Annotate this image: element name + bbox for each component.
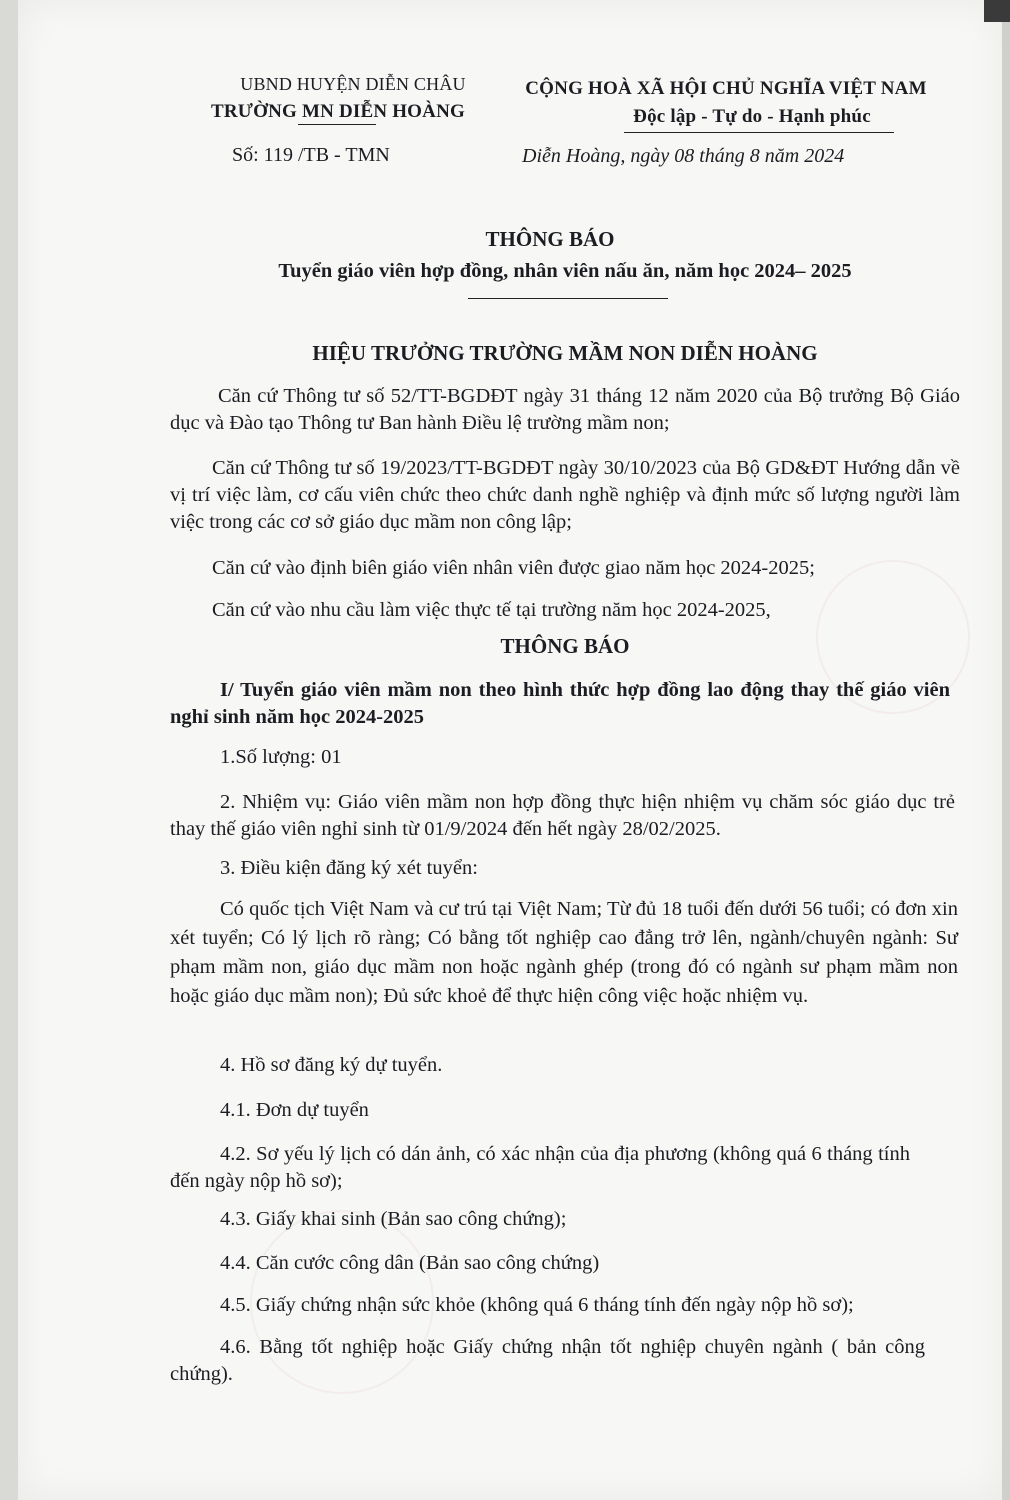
dossier-heading: 4. Hồ sơ đăng ký dự tuyển.: [220, 1054, 443, 1076]
scan-corner: [984, 0, 1010, 22]
basis-staffing-quota: Căn cứ vào định biên giáo viên nhân viên được giao năm học 2024-2025;: [212, 557, 815, 579]
national-motto: Độc lập - Tự do - Hạnh phúc: [633, 106, 871, 127]
section-1-heading: I/ Tuyển giáo viên mầm non theo hình thức hợp đồng lao động thay thế giáo viên nghỉ sinh năm học 2024-2025: [170, 679, 950, 728]
authority-name: UBND HUYỆN DIỄN CHÂU: [240, 74, 466, 94]
conditions-heading: 3. Điều kiện đăng ký xét tuyển:: [220, 857, 478, 879]
dossier-item: 4.2. Sơ yếu lý lịch có dán ảnh, có xác nhận của địa phương (không quá 6 tháng tính đến ngày nộp hồ sơ);: [170, 1143, 910, 1192]
country-name: CỘNG HOÀ XÃ HỘI CHỦ NGHĨA VIỆT NAM: [525, 78, 927, 99]
dossier-item: 4.5. Giấy chứng nhận sức khỏe (không quá 6 tháng tính đến ngày nộp hồ sơ);: [220, 1294, 854, 1316]
school-underline: [298, 124, 376, 125]
dossier-item: 4.3. Giấy khai sinh (Bản sao công chứng);: [220, 1208, 567, 1230]
section-1-quantity: 1.Số lượng: 01: [220, 746, 342, 768]
dossier-item: 4.4. Căn cước công dân (Bản sao công chứng): [220, 1252, 600, 1274]
place-date: Diễn Hoàng, ngày 08 tháng 8 năm 2024: [522, 145, 845, 167]
page-edge: [1002, 0, 1010, 1500]
section-1-duty: 2. Nhiệm vụ: Giáo viên mầm non hợp đồng thực hiện nhiệm vụ chăm sóc giáo dục trẻ thay thế giáo viên nghỉ sinh từ 01/9/2024 đến hết ngày 28/02/2025.: [170, 791, 955, 840]
notice-heading: THÔNG BÁO: [500, 634, 630, 658]
document-subtitle: Tuyển giáo viên hợp đồng, nhân viên nấu ăn, năm học 2024– 2025: [278, 260, 852, 282]
conditions-text: Có quốc tịch Việt Nam và cư trú tại Việt Nam; Từ đủ 18 tuổi đến dưới 56 tuổi; có đơn xin xét tuyển; Có lý lịch rõ ràng; Có bằng tốt nghiệp cao đẳng trở lên, ngành/chuyên ngành: Sư phạm mầm non, giáo dục mầm non hoặc ngành ghép (trong đó có ngành sư phạm mầm non hoặc giáo dục mầm non); Đủ sức khoẻ để thực hiện công việc hoặc nhiệm vụ.: [170, 898, 958, 1007]
document-number: Số: 119 /TB - TMN: [232, 144, 390, 166]
dossier-item: 4.1. Đơn dự tuyển: [220, 1099, 369, 1121]
basis-circular-52: Căn cứ Thông tư số 52/TT-BGDĐT ngày 31 tháng 12 năm 2020 của Bộ trưởng Bộ Giáo dục và Đào tạo Thông tư Ban hành Điều lệ trường mầm non;: [170, 385, 960, 434]
school-name: TRƯỜNG MN DIỄN HOÀNG: [211, 101, 465, 122]
basis-actual-needs: Căn cứ vào nhu cầu làm việc thực tế tại trường năm học 2024-2025,: [212, 599, 771, 621]
basis-circular-19: Căn cứ Thông tư số 19/2023/TT-BGDĐT ngày 30/10/2023 của Bộ GD&ĐT Hướng dẫn về vị trí việc làm, cơ cấu viên chức theo chức danh nghề nghiệp và định mức số lượng người làm việc trong các cơ sở giáo dục mầm non công lập;: [170, 457, 960, 533]
motto-underline: [624, 132, 894, 133]
title-underline: [468, 298, 668, 299]
document-title: THÔNG BÁO: [485, 227, 615, 251]
dossier-item: 4.6. Bằng tốt nghiệp hoặc Giấy chứng nhận tốt nghiệp chuyên ngành ( bản công chứng).: [170, 1336, 925, 1385]
issuer-heading: HIỆU TRƯỞNG TRƯỜNG MẦM NON DIỄN HOÀNG: [312, 341, 818, 365]
